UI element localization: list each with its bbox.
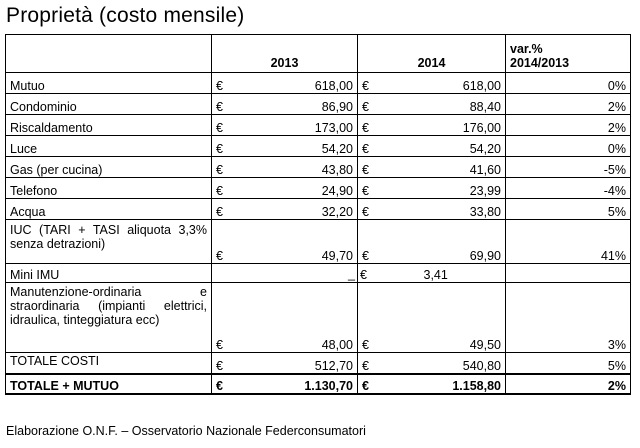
value-2013: 48,00	[242, 283, 358, 353]
value-var: 5%	[506, 353, 631, 374]
total-value-2014: 1.158,80	[388, 374, 506, 394]
value-var: -4%	[506, 178, 631, 199]
total-value-2013: 1.130,70	[242, 374, 358, 394]
value-2014: 41,60	[388, 157, 506, 178]
currency-2014: €	[358, 353, 388, 374]
value-var: 0%	[506, 136, 631, 157]
currency-2013: €	[212, 115, 242, 136]
value-2013: 173,00	[242, 115, 358, 136]
table-row	[6, 264, 631, 283]
currency-2014: €	[358, 220, 388, 264]
value-2014: 3,41	[388, 264, 506, 283]
row-label: Mutuo	[6, 73, 212, 94]
table-row	[6, 136, 631, 157]
header-var-line2: 2014/2013	[510, 56, 570, 70]
value-2014: 49,50	[388, 283, 506, 353]
currency-2013: €	[212, 353, 242, 374]
total-currency-2014: €	[358, 374, 388, 394]
total-row	[6, 374, 631, 394]
row-label: Condominio	[6, 94, 212, 115]
header-2013: 2013	[212, 35, 358, 73]
currency-2014: €	[358, 94, 388, 115]
value-2014: 176,00	[388, 115, 506, 136]
currency-2014: €	[358, 178, 388, 199]
value-2013: 512,70	[242, 353, 358, 374]
value-2014: 23,99	[388, 178, 506, 199]
value-var	[506, 264, 631, 283]
value-2014: 33,80	[388, 199, 506, 220]
table-row	[6, 283, 631, 353]
table-row	[6, 178, 631, 199]
table-row	[6, 157, 631, 178]
value-2013-cell	[212, 264, 358, 283]
source-footer: Elaborazione O.N.F. – Osservatorio Nazionale Federconsumatori	[6, 424, 366, 438]
page-title: Proprietà (costo mensile)	[6, 4, 245, 27]
value-var: 5%	[506, 199, 631, 220]
currency-2013: €	[212, 73, 242, 94]
currency-2014: €	[358, 199, 388, 220]
table-row	[6, 353, 631, 374]
value-2013: 43,80	[242, 157, 358, 178]
table-row	[6, 115, 631, 136]
value-2014: 54,20	[388, 136, 506, 157]
value-var: 2%	[506, 115, 631, 136]
currency-2013: €	[212, 220, 242, 264]
header-empty-cell	[6, 35, 212, 73]
header-var	[506, 35, 631, 73]
currency-2013: €	[212, 157, 242, 178]
value-2013: 54,20	[242, 136, 358, 157]
value-2013: _	[348, 267, 355, 281]
currency-2014: €	[358, 136, 388, 157]
cost-table	[5, 34, 631, 395]
currency-2013: €	[212, 199, 242, 220]
value-var: 41%	[506, 220, 631, 264]
total-currency-2013: €	[212, 374, 242, 394]
row-label: TOTALE COSTI	[6, 353, 212, 374]
value-2013: 86,90	[242, 94, 358, 115]
value-2013: 24,90	[242, 178, 358, 199]
row-label: Acqua	[6, 199, 212, 220]
row-label: Telefono	[6, 178, 212, 199]
value-var: 2%	[506, 94, 631, 115]
header-var-line1: var.%	[510, 42, 543, 56]
row-label: Manutenzione-ordinaria e straordinaria (impianti elettrici, idraulica, tinteggiatura ecc)	[6, 283, 212, 353]
value-2013: 618,00	[242, 73, 358, 94]
value-2014: 69,90	[388, 220, 506, 264]
row-label: IUC (TARI + TASI aliquota 3,3% senza detrazioni)	[6, 220, 212, 264]
currency-2013: €	[212, 178, 242, 199]
currency-2014: €	[358, 264, 388, 283]
row-label: Riscaldamento	[6, 115, 212, 136]
value-var: -5%	[506, 157, 631, 178]
currency-2013: €	[212, 94, 242, 115]
total-label: TOTALE + MUTUO	[6, 374, 212, 394]
row-label: Luce	[6, 136, 212, 157]
currency-2014: €	[358, 115, 388, 136]
header-2014: 2014	[358, 35, 506, 73]
currency-2014: €	[358, 157, 388, 178]
header-row	[6, 35, 631, 73]
row-label: Mini IMU	[6, 264, 212, 283]
value-2014: 540,80	[388, 353, 506, 374]
value-2014: 88,40	[388, 94, 506, 115]
table-row	[6, 73, 631, 94]
currency-2013: €	[212, 136, 242, 157]
table-row	[6, 220, 631, 264]
currency-2013: €	[212, 283, 242, 353]
currency-2014: €	[358, 73, 388, 94]
total-value-var: 2%	[506, 374, 631, 394]
value-2013: 49,70	[242, 220, 358, 264]
currency-2014: €	[358, 283, 388, 353]
row-label: Gas (per cucina)	[6, 157, 212, 178]
value-2014: 618,00	[388, 73, 506, 94]
value-2013: 32,20	[242, 199, 358, 220]
table-row	[6, 94, 631, 115]
value-var: 0%	[506, 73, 631, 94]
value-var: 3%	[506, 283, 631, 353]
table-row	[6, 199, 631, 220]
